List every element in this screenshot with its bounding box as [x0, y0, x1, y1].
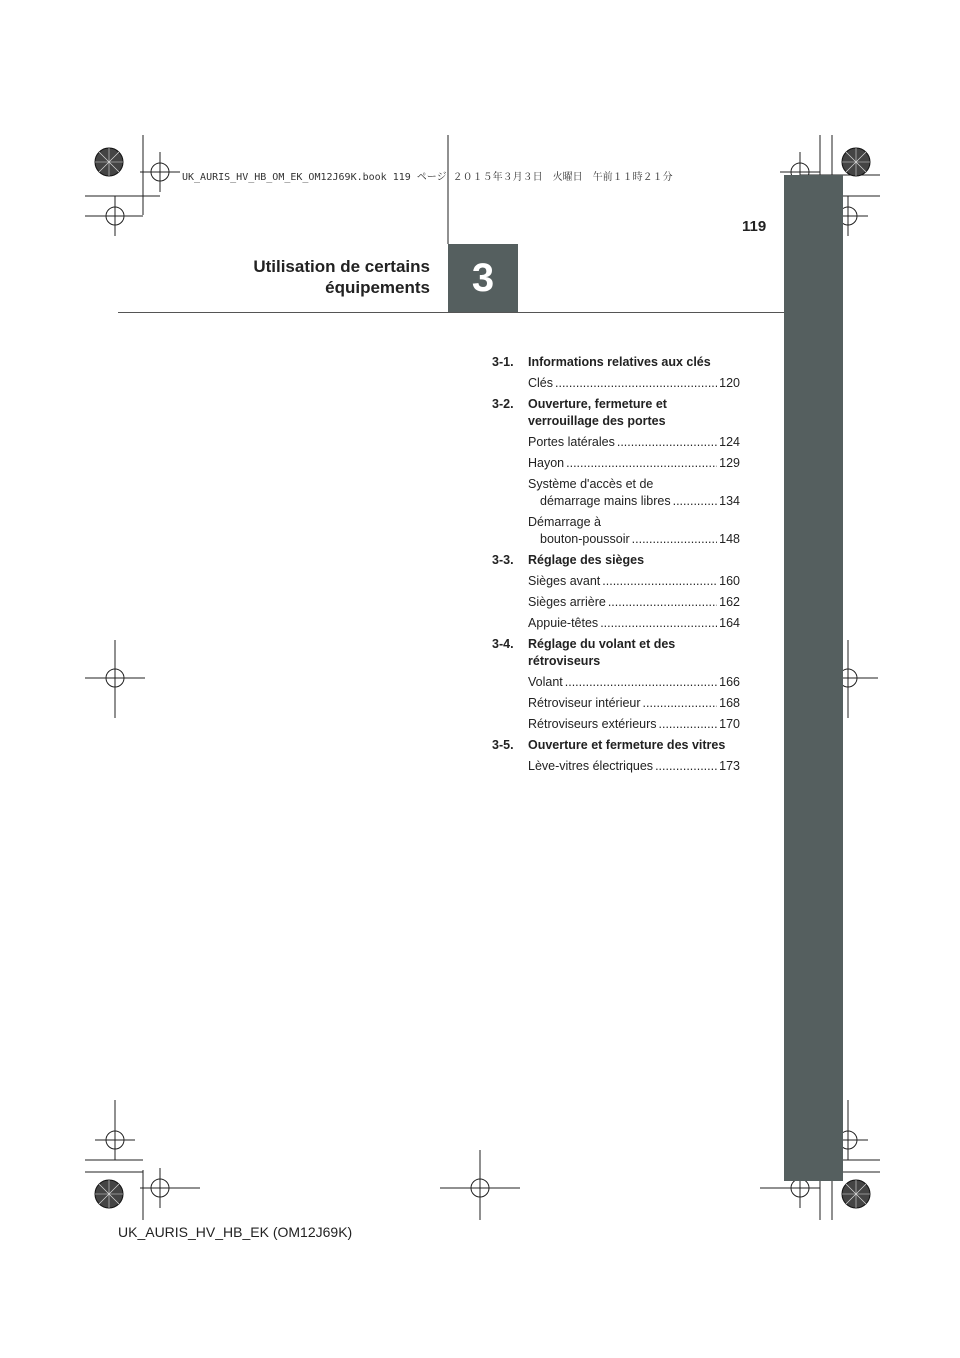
toc-entry-title-cont: bouton-poussoir [540, 532, 630, 546]
toc-section [492, 737, 740, 775]
toc-section-heading [492, 737, 740, 754]
page-number: 119 [742, 218, 767, 235]
toc-entry-title: Appuie-têtes [528, 616, 599, 630]
toc-entry-title: Système d'accès et de [528, 477, 654, 491]
toc-section-heading [492, 636, 740, 670]
toc-leader-dots [600, 615, 717, 632]
toc-leader-dots [655, 758, 717, 775]
toc-section-title: Informations relatives aux clés [528, 355, 711, 369]
chapter-sidebar-tab [784, 175, 843, 1181]
toc-entry-title: Sièges avant [528, 574, 601, 588]
header-divider [118, 312, 784, 313]
toc-entry-page: 120 [719, 376, 740, 390]
toc-entry[interactable] [528, 695, 740, 712]
toc-entry-title: Sièges arrière [528, 595, 606, 609]
toc-entry-title: Volant [528, 675, 563, 689]
toc-section-title: Réglage des sièges [528, 553, 645, 567]
toc-entry-page: 166 [719, 675, 740, 689]
toc-leader-dots [659, 716, 718, 733]
toc-section [492, 552, 740, 632]
toc-entry-title: Rétroviseurs extérieurs [528, 717, 657, 731]
toc-section-number: 3-1. [492, 355, 514, 369]
toc-entry[interactable] [528, 615, 740, 632]
toc-entry-title: Rétroviseur intérieur [528, 696, 641, 710]
toc-entry-title: Lève-vitres électriques [528, 759, 654, 773]
toc-leader-dots [617, 434, 717, 451]
toc-entry-title-cont: démarrage mains libres [540, 494, 671, 508]
toc-entry[interactable] [528, 434, 740, 451]
toc-section [492, 354, 740, 392]
toc-entry-page: 162 [719, 595, 740, 609]
toc-section-title: Ouverture, fermeture et verrouillage des portes [528, 397, 667, 428]
chapter-title-line2: équipements [325, 278, 430, 297]
toc-entry-page: 173 [719, 759, 740, 773]
toc-entry[interactable] [528, 573, 740, 590]
toc-entry[interactable] [528, 514, 740, 548]
toc-entry-page: 148 [719, 532, 740, 546]
toc-section-heading [492, 354, 740, 371]
toc-leader-dots [673, 493, 718, 510]
toc-section-number: 3-5. [492, 738, 514, 752]
toc-entry[interactable] [528, 716, 740, 733]
toc-entry[interactable] [528, 758, 740, 775]
toc-entry[interactable] [528, 674, 740, 691]
toc-entry[interactable] [528, 594, 740, 611]
toc-entry-title: Clés [528, 376, 554, 390]
toc-entry-page: 134 [719, 494, 740, 508]
file-info: UK_AURIS_HV_HB_OM_EK_OM12J69K.book 119 ページ ２０１５年３月３日 火曜日 午前１１時２１分 [182, 172, 673, 183]
toc-leader-dots [565, 674, 717, 691]
toc-section-heading [492, 552, 740, 569]
toc-leader-dots [608, 594, 717, 611]
table-of-contents [492, 354, 740, 779]
toc-entry-title: Portes latérales [528, 435, 615, 449]
toc-entry[interactable] [528, 455, 740, 472]
toc-section-title: Réglage du volant et des rétroviseurs [528, 637, 676, 668]
chapter-title-line1: Utilisation de certains [253, 257, 430, 276]
toc-section-number: 3-4. [492, 637, 514, 651]
chapter-title [253, 256, 430, 298]
footer-doc-code: UK_AURIS_HV_HB_EK (OM12J69K) [118, 1224, 353, 1240]
chapter-number-box: 3 [448, 244, 518, 313]
toc-entry-title: Démarrage à [528, 515, 601, 529]
toc-section-number: 3-2. [492, 397, 514, 411]
toc-entry[interactable] [528, 476, 740, 510]
toc-leader-dots [632, 531, 717, 548]
toc-entry-page: 124 [719, 435, 740, 449]
toc-leader-dots [555, 375, 717, 392]
toc-section-title: Ouverture et fermeture des vitres [528, 738, 726, 752]
toc-section [492, 636, 740, 733]
toc-entry-page: 164 [719, 616, 740, 630]
toc-entry-page: 168 [719, 696, 740, 710]
toc-entry-page: 129 [719, 456, 740, 470]
toc-section-number: 3-3. [492, 553, 514, 567]
toc-entry-title: Hayon [528, 456, 565, 470]
toc-entry[interactable] [528, 375, 740, 392]
toc-leader-dots [643, 695, 718, 712]
toc-leader-dots [602, 573, 717, 590]
toc-entry-page: 170 [719, 717, 740, 731]
toc-section [492, 396, 740, 548]
toc-leader-dots [566, 455, 717, 472]
toc-section-heading [492, 396, 740, 430]
toc-entry-page: 160 [719, 574, 740, 588]
